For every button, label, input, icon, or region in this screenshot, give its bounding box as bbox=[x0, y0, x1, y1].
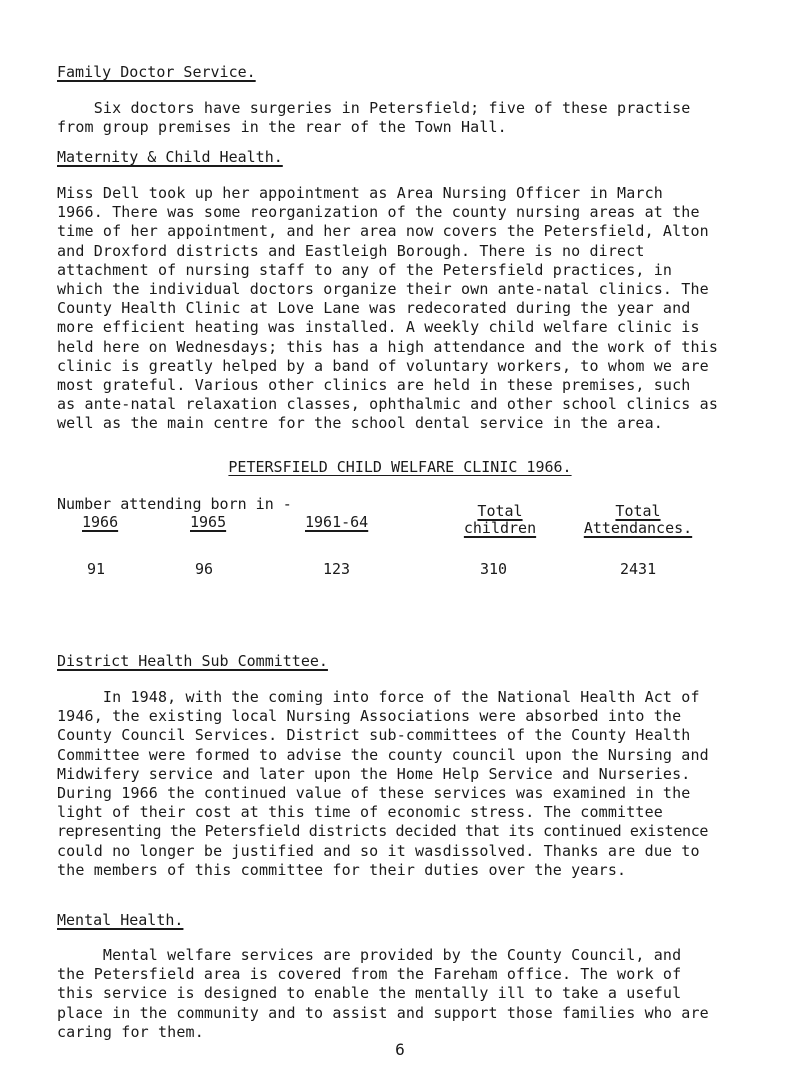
heading-district: District Health Sub Committee. bbox=[57, 652, 328, 670]
header-line: children bbox=[463, 519, 537, 537]
column-header-total-attendances bbox=[568, 503, 708, 537]
text-line: and Droxford districts and Eastleigh Borough. There is no direct bbox=[57, 241, 645, 260]
paragraph-family-doctor bbox=[57, 99, 757, 137]
text-line: the Petersfield area is covered from the Fareham office. The work of bbox=[57, 965, 682, 984]
table-cell: 91 bbox=[87, 560, 106, 578]
table-cell: 310 bbox=[480, 560, 508, 578]
text-line: could no longer be justified and so it wasdissolved. Thanks are due to bbox=[57, 841, 700, 860]
text-line: well as the main centre for the school dental service in the area. bbox=[57, 414, 663, 433]
text-line: Six doctors have surgeries in Petersfield; five of these practise bbox=[57, 99, 691, 117]
table-cell: 2431 bbox=[620, 560, 657, 578]
text-line: as ante-natal relaxation classes, ophthalmic and other school clinics as bbox=[57, 395, 719, 414]
text-line: light of their cost at this time of economic stress. The committee bbox=[57, 803, 663, 822]
text-line: 1966. There was some reorganization of the county nursing areas at the bbox=[57, 203, 700, 222]
column-header-1965: 1965 bbox=[190, 513, 227, 531]
text-line: which the individual doctors organize their own ante-natal clinics. The bbox=[57, 280, 709, 299]
text-line: clinic is greatly helped by a band of voluntary workers, to whom we are bbox=[57, 356, 709, 375]
text-line: 1946, the existing local Nursing Associations were absorbed into the bbox=[57, 707, 682, 726]
text-line: most grateful. Various other clinics are held in these premises, such bbox=[57, 376, 691, 395]
column-header-total-children bbox=[440, 503, 560, 537]
heading-family-doctor: Family Doctor Service. bbox=[57, 63, 256, 81]
text-line: Miss Dell took up her appointment as Area Nursing Officer in March bbox=[57, 184, 663, 202]
text-line: the members of this committee for their duties over the years. bbox=[57, 860, 627, 879]
text-line: more efficient heating was installed. A weekly child welfare clinic is bbox=[57, 318, 700, 337]
text-line: held here on Wednesdays; this has a high attendance and the work of this bbox=[57, 337, 719, 356]
text-line: time of her appointment, and her area now covers the Petersfield, Alton bbox=[57, 222, 709, 241]
paragraph-mental-health bbox=[57, 946, 757, 1042]
text-line: this service is designed to enable the mentally ill to take a useful bbox=[57, 984, 682, 1003]
text-line: representing the Petersfield districts decided that its continued existence bbox=[57, 822, 709, 841]
heading-mental-health: Mental Health. bbox=[57, 911, 184, 929]
text-line: During 1966 the continued value of these services was examined in the bbox=[57, 784, 691, 803]
table-title-text: PETERSFIELD CHILD WELFARE CLINIC 1966. bbox=[228, 458, 572, 476]
text-line: caring for them. bbox=[57, 1022, 204, 1041]
column-header-1966: 1966 bbox=[82, 513, 119, 531]
paragraph-district bbox=[57, 688, 797, 880]
table-title bbox=[0, 458, 800, 476]
table-cell: 96 bbox=[195, 560, 214, 578]
text-line: County Health Clinic at Love Lane was redecorated during the year and bbox=[57, 299, 691, 318]
header-line: Attendances. bbox=[583, 519, 693, 537]
text-line: In 1948, with the coming into force of the National Health Act of bbox=[57, 688, 700, 706]
text-line: County Council Services. District sub-committees of the County Health bbox=[57, 726, 691, 745]
page-number: 6 bbox=[395, 1040, 405, 1059]
paragraph-maternity bbox=[57, 184, 757, 434]
heading-maternity: Maternity & Child Health. bbox=[57, 148, 283, 166]
text-line: from group premises in the rear of the Town Hall. bbox=[57, 118, 507, 137]
column-header-1961-64: 1961-64 bbox=[305, 513, 369, 531]
header-line: Total bbox=[477, 502, 523, 520]
text-line: place in the community and to assist and support those families who are bbox=[57, 1003, 709, 1022]
text-line: Midwifery service and later upon the Home Help Service and Nurseries. bbox=[57, 764, 691, 783]
header-line: Total bbox=[615, 502, 661, 520]
text-line: Committee were formed to advise the county council upon the Nursing and bbox=[57, 745, 709, 764]
text-line: Mental welfare services are provided by the County Council, and bbox=[57, 946, 682, 964]
table-cell: 123 bbox=[323, 560, 351, 578]
table-group-label: Number attending born in - bbox=[57, 495, 292, 513]
text-line: attachment of nursing staff to any of the Petersfield practices, in bbox=[57, 260, 673, 279]
